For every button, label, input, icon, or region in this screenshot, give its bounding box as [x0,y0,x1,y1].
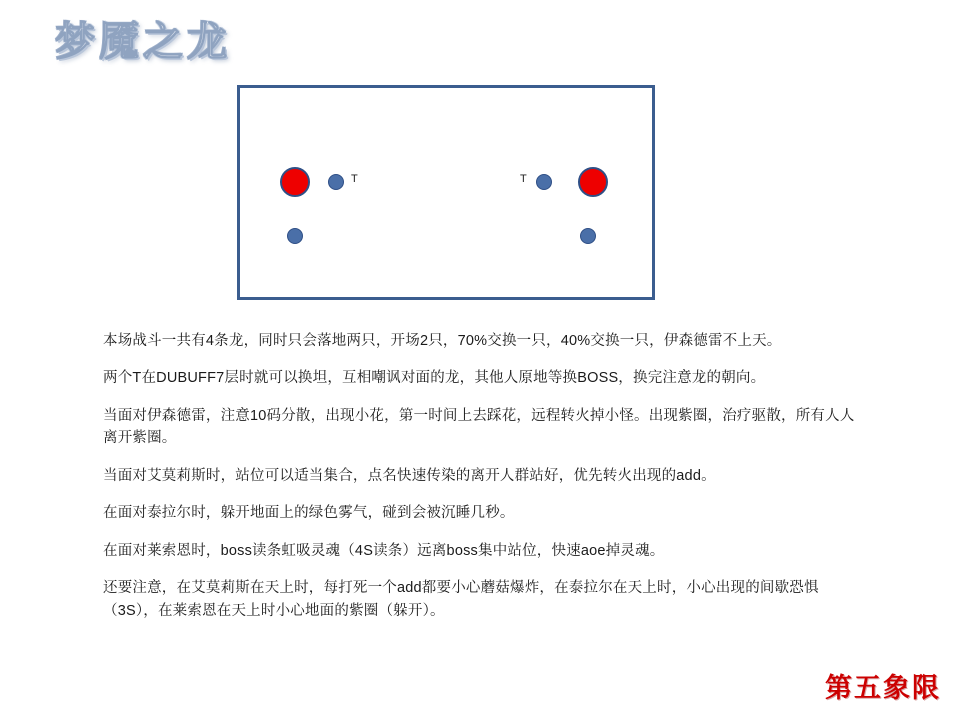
paragraph-3: 当面对伊森德雷，注意10码分散，出现小花，第一时间上去踩花，远程转火掉小怪。出现紫圈，治疗驱散，所有人人离开紫圈。 [103,407,855,447]
paragraph-1: 本场战斗一共有4条龙，同时只会落地两只，开场2只，70%交换一只，40%交换一只，伊森德雷不上天。 [103,333,782,349]
boss-left-marker [280,167,310,197]
paragraph-4: 当面对艾莫莉斯时，站位可以适当集合，点名快速传染的离开人群站好，优先转火出现的add。 [103,467,716,484]
boss-right-marker [578,167,608,197]
page-title: 梦魇之龙 [55,19,231,64]
tank-label-right: T [520,173,527,185]
paragraph-2: 两个T在DUBUFF7层时就可以换坦，互相嘲讽对面的龙，其他人原地等换BOSS，换完注意龙的朝向。 [103,370,766,387]
paragraph-6: 在面对莱索恩时，boss读条虹吸灵魂（4S读条）远离boss集中站位，快速aoe掉灵魂。 [103,542,665,559]
player-top-left-marker [328,174,344,190]
paragraph-5: 在面对泰拉尔时，躲开地面上的绿色雾气，碰到会被沉睡几秒。 [103,505,515,522]
footer-stamp: 第五象限 [825,673,941,703]
body-text-block [103,330,863,622]
strategy-diagram [237,85,655,300]
player-bottom-left-marker [287,228,303,244]
player-bottom-right-marker [580,228,596,244]
player-top-right-marker [536,174,552,190]
tank-label-left: T [351,173,358,185]
paragraph-7: 还要注意，在艾莫莉斯在天上时，每打死一个add都要小心蘑菇爆炸，在泰拉尔在天上时，小心出现的间歇恐惧（3S），在莱索恩在天上时小心地面的紫圈（躲开）。 [103,580,819,619]
